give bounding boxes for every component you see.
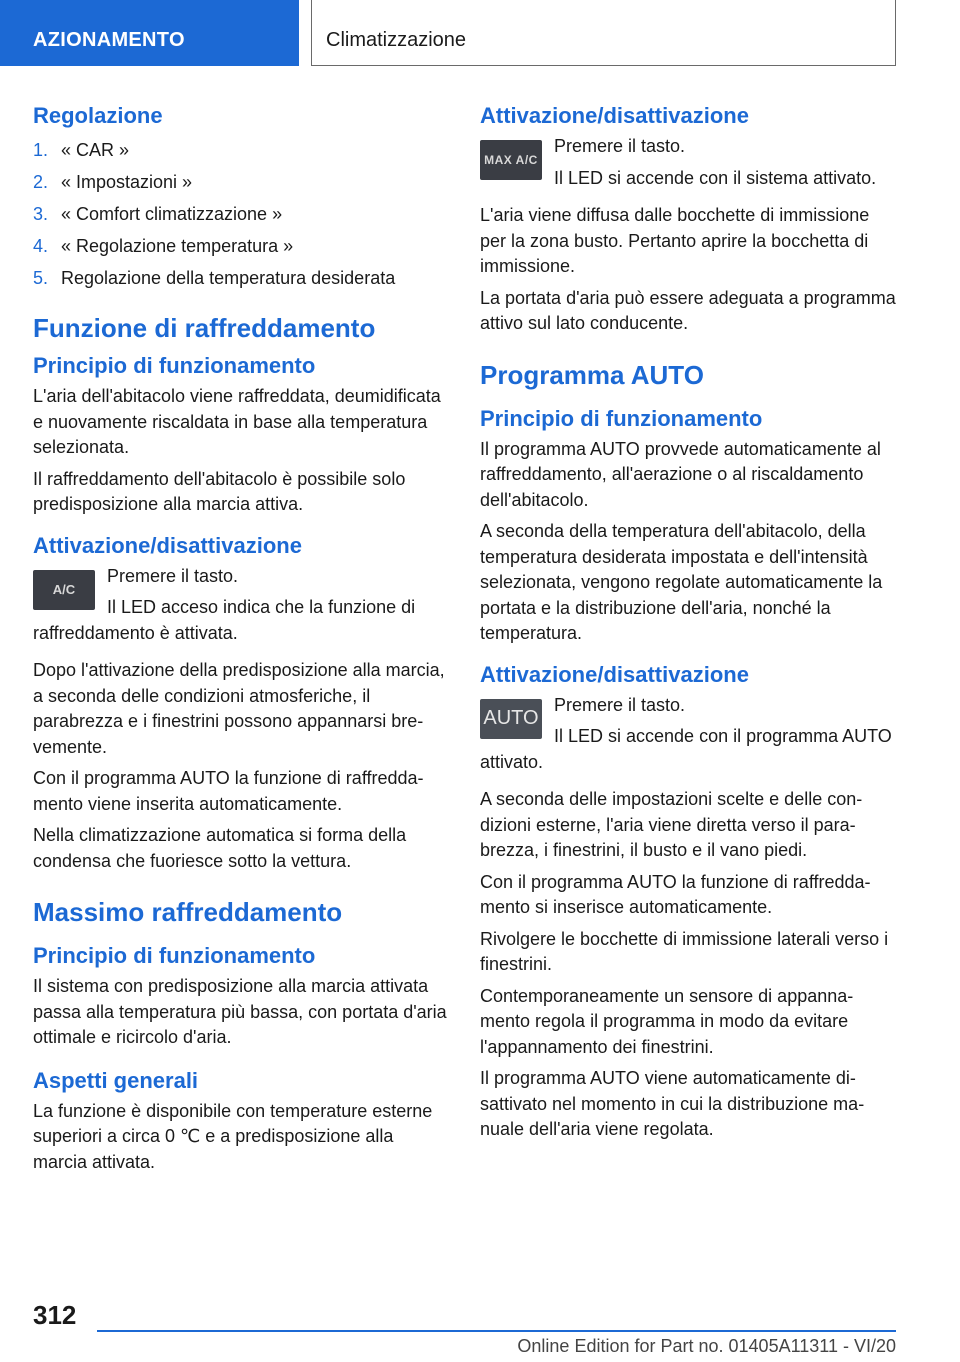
raff-paragraph-5: Nella climatizzazione automatica si forma della condensa che fuoriesce sotto la vettura.	[33, 825, 407, 871]
auto-paragraph-4: Con il programma AUTO la funzione di raffreddamento si inserisce automaticamente.	[480, 871, 871, 917]
max-att-instruction: Premere il tasto.	[554, 136, 686, 156]
auto-paragraph-3: A seconda delle impostazioni scelte e delle condizioni esterne, l'aria viene diretta verso il parabrezza, i finestrini, il busto e il vano piedi.	[480, 789, 863, 860]
auto-att-instruction: Premere il tasto.	[554, 694, 686, 715]
edition-note: Online Edition for Part no. 01405A11311 - VI/20	[517, 1336, 896, 1356]
auto-heading: Programma AUTO	[480, 359, 704, 390]
regolazione-steps	[33, 134, 451, 294]
auto-paragraph-1: Il programma AUTO provvede automaticamente al raffreddamento, all'aerazione o al riscaldamento dell'abitacolo.	[480, 438, 881, 510]
ac-button-icon: A/C	[33, 570, 95, 610]
max-paragraph-3: La portata d'aria può essere adeguata a programma attivo sul lato conducente.	[480, 287, 896, 333]
auto-paragraph-2: A seconda della temperatura dell'abitacolo, della temperatura desiderata impostata e dell'intensità selezionata, vengono regolate automaticamente la portata e la distribuzione dell'aria, nonché la temperatura.	[480, 521, 883, 643]
regolazione-heading: Regolazione	[33, 103, 163, 128]
aspetti-heading: Aspetti generali	[33, 1067, 199, 1093]
raff-paragraph-2: Il raffreddamento dell'abitacolo è possibile solo predisposizione alla marcia attiva.	[33, 468, 406, 514]
raff-att-instruction: Premere il tasto.	[107, 565, 239, 586]
aspetti-paragraph: La funzione è disponibile con temperature esterne superiori a circa 0 ℃ e a predisposizione alla marcia attivata.	[33, 1100, 433, 1172]
section-title: AZIONAMENTO	[33, 29, 185, 51]
max-paragraph-2: L'aria viene diffusa dalle bocchette di immissione per la zona busto. Pertanto aprire la bocchetta di immissione.	[480, 205, 870, 276]
raff-attivazione-heading: Attivazione/disattivazione	[33, 532, 302, 558]
raffreddamento-heading: Funzione di raffreddamento	[33, 313, 376, 343]
auto-paragraph-6: Contemporaneamente un sensore di appannamento regola il programma in modo da evitare l'appannamento dei finestrini.	[480, 985, 854, 1057]
max-paragraph-1: Il sistema con predisposizione alla marcia attivata passa alla temperatura più bassa, con portata d'aria ottimale e ricircolo d'aria.	[33, 976, 447, 1047]
auto-paragraph-7: Il programma AUTO viene automaticamente disattivato nel momento in cui la distribuzione manuale dell'aria viene regolata.	[480, 1068, 865, 1139]
page-number: 312	[33, 1300, 77, 1330]
section-tab	[0, 0, 299, 66]
list-item: 3. « Comfort climatizzazione »	[33, 204, 283, 224]
auto-att-led: Il LED si accende con il programma AUTO attivato.	[480, 726, 892, 772]
max-attivazione-heading: Attivazione/disattivazione	[480, 103, 749, 128]
footer-divider	[97, 1330, 896, 1332]
chapter-title: Climatizzazione	[326, 29, 467, 51]
auto-attivazione-heading: Attivazione/disattivazione	[480, 661, 749, 687]
list-item: 5. Regolazione della temperatura desiderata	[33, 268, 396, 288]
max-ac-button-block	[480, 134, 896, 191]
list-item: 4. « Regolazione temperatura »	[33, 236, 294, 256]
max-principio-heading: Principio di funzionamento	[33, 943, 316, 968]
chapter-tab	[311, 0, 896, 66]
right-column	[480, 102, 896, 1149]
auto-principio-heading: Principio di funzionamento	[480, 405, 763, 431]
raff-paragraph-4: Con il programma AUTO la funzione di raffreddamento viene inserita automaticamente.	[33, 768, 424, 814]
ac-button-block	[33, 564, 451, 647]
raff-principio-heading: Principio di funzionamento	[33, 353, 316, 378]
list-item: 1. « CAR »	[33, 140, 130, 160]
raff-paragraph-1: L'aria dell'abitacolo viene raffreddata, deumidificata e nuovamente riscaldata in base alla temperatura selezionata.	[33, 386, 441, 457]
list-item: 2. « Impostazioni »	[33, 172, 193, 192]
max-ac-button-icon: MAX A/C	[480, 140, 542, 180]
raff-att-led: Il LED acceso indica che la funzione di raffreddamento è attivata.	[33, 597, 416, 643]
auto-button-icon: AUTO	[480, 699, 542, 739]
left-column	[33, 102, 451, 1181]
auto-button-block	[480, 693, 896, 776]
max-att-led: Il LED si accende con il sistema attivato.	[554, 167, 877, 188]
auto-paragraph-5: Rivolgere le bocchette di immissione laterali verso i finestrini.	[480, 928, 889, 974]
raff-paragraph-3: Dopo l'attivazione della predisposizione alla marcia, a seconda delle condizioni atmosferiche, il parabrezza e i finestrini possono appannarsi brevemente.	[33, 660, 445, 757]
massimo-heading: Massimo raffreddamento	[33, 897, 343, 927]
